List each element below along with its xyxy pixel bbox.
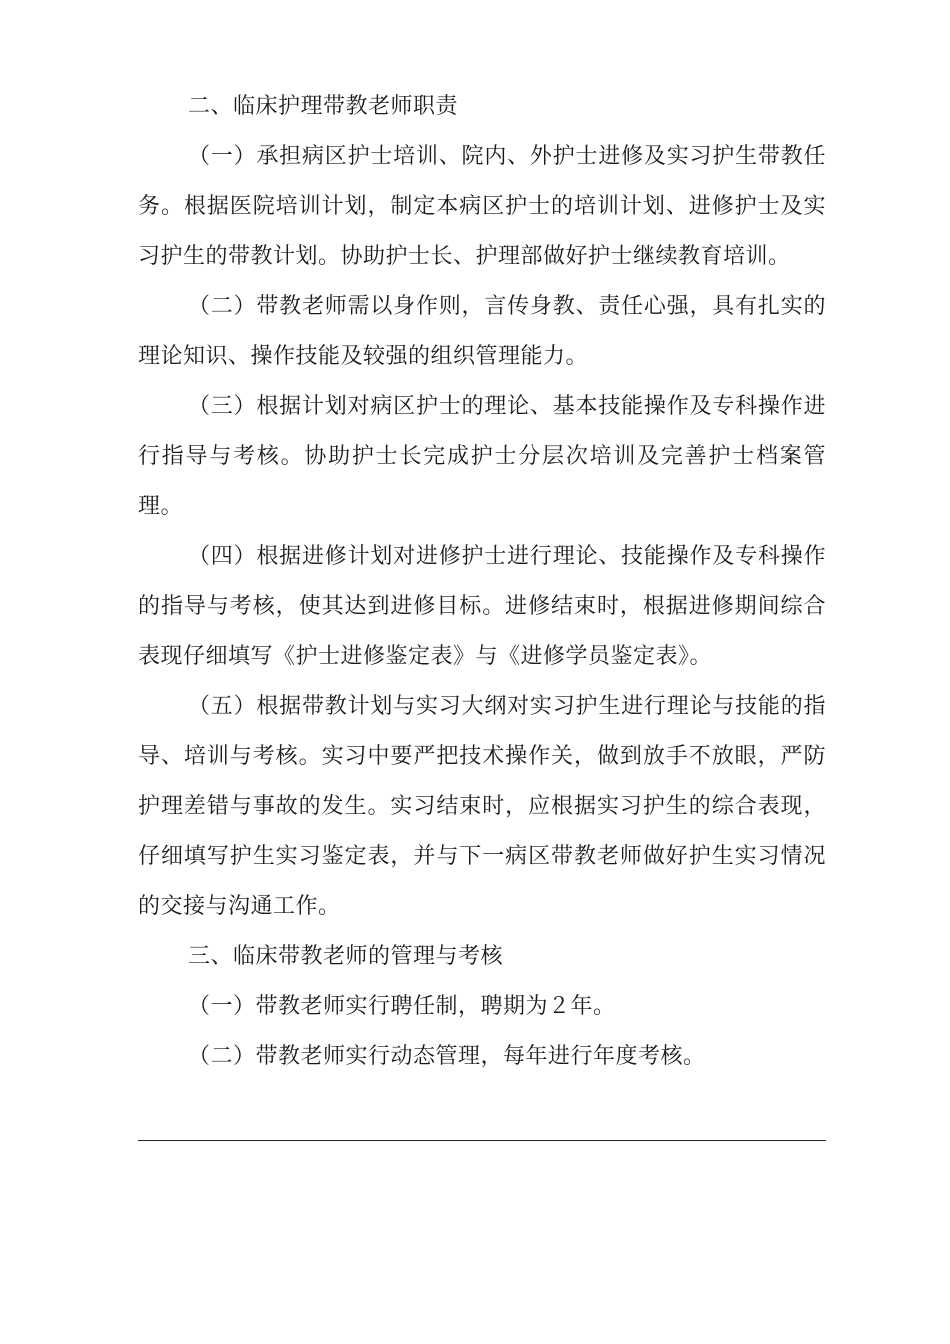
section-heading-duties: 二、临床护理带教老师职责 (188, 94, 459, 119)
duty-item-2: （二）带教老师需以身作则，言传身教、责任心强，具有扎实的理论知识、操作技能及较强的组织管理能力。 (138, 294, 826, 369)
duty-item-4: （四）根据进修计划对进修护士进行理论、技能操作及专科操作的指导与考核，使其达到进修目标。进修结束时，根据进修期间综合表现仔细填写《护士进修鉴定表》与《进修学员鉴定表》。 (138, 544, 826, 669)
section-heading-management: 三、临床带教老师的管理与考核 (188, 944, 504, 969)
duty-item-3: （三）根据计划对病区护士的理论、基本技能操作及专科操作进行指导与考核。协助护士长完成护士分层次培训及完善护士档案管理。 (138, 394, 826, 519)
duty-item-5: （五）根据带教计划与实习大纲对实习护生进行理论与技能的指导、培训与考核。实习中要严把技术操作关，做到放手不放眼，严防护理差错与事故的发生。实习结束时，应根据实习护生的综合表现，仔细填写护生实习鉴定表，并与下一病区带教老师做好护生实习情况的交接与沟通工作。 (138, 694, 826, 919)
footnote-divider (138, 1140, 826, 1141)
duty-item-1: （一）承担病区护士培训、院内、外护士进修及实习护生带教任务。根据医院培训计划，制定本病区护士的培训计划、进修护士及实习护生的带教计划。协助护士长、护理部做好护士继续教育培训。 (138, 144, 826, 269)
document-body (138, 82, 826, 1082)
management-item-1: （一）带教老师实行聘任制，聘期为２年。 (188, 994, 616, 1019)
management-item-2: （二）带教老师实行动态管理，每年进行年度考核。 (188, 1044, 706, 1069)
